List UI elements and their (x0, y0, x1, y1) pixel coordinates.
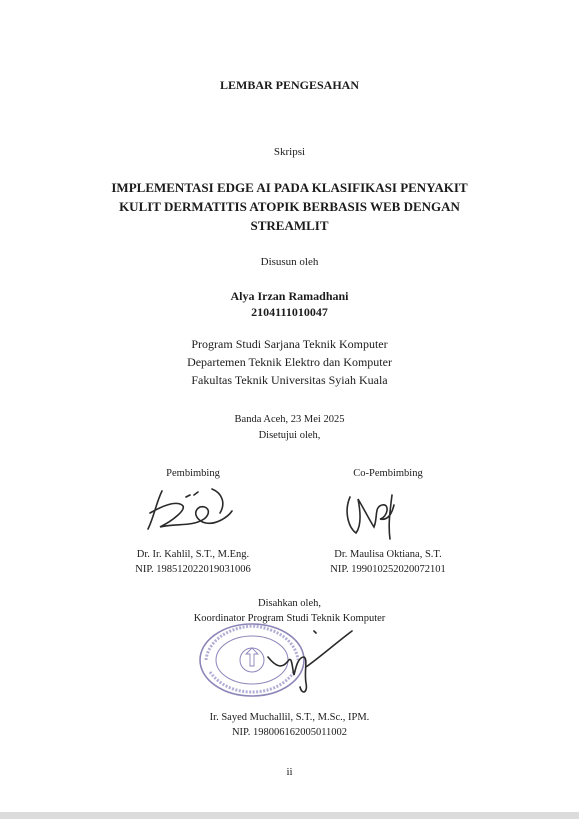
author-id: 2104111010047 (251, 305, 328, 319)
co-supervisor-name: Dr. Maulisa Oktiana, S.T. (334, 549, 442, 560)
approved-by-label: Disetujui oleh, (258, 430, 321, 441)
coordinator-nip: NIP. 198006162005011002 (231, 727, 348, 738)
thesis-title-line-3: STREAMLIT (250, 218, 329, 233)
institution-line-1: Program Studi Sarjana Teknik Komputer (191, 337, 388, 351)
authored-by-label: Disusun oleh (260, 256, 319, 268)
co-supervisor-nip: NIP. 199010252020072101 (330, 564, 446, 575)
co-supervisor-signature (340, 487, 410, 543)
thesis-title-line-1: IMPLEMENTASI EDGE AI PADA KLASIFIKASI PENYAKIT (111, 180, 468, 195)
scan-bottom-edge (0, 812, 579, 819)
coordinator-role: Koordinator Program Studi Teknik Komputer (193, 613, 386, 624)
co-supervisor-role: Co-Pembimbing (353, 468, 423, 479)
page-number: ii (286, 766, 293, 778)
coordinator-name: Ir. Sayed Muchallil, S.T., M.Sc., IPM. (209, 712, 370, 723)
institution-line-2: Departemen Teknik Elektro dan Komputer (187, 355, 392, 369)
author-name: Alya Irzan Ramadhani (230, 289, 349, 303)
ratified-by-label: Disahkan oleh, (258, 598, 321, 609)
supervisor-role: Pembimbing (166, 468, 220, 479)
supervisor-signature (142, 483, 238, 539)
page-heading: LEMBAR PENGESAHAN (219, 78, 359, 92)
place-date: Banda Aceh, 23 Mei 2025 (234, 414, 345, 425)
institution-line-3: Fakultas Teknik Universitas Syiah Kuala (191, 373, 388, 387)
thesis-title-line-2: KULIT DERMATITIS ATOPIK BERBASIS WEB DENGAN (119, 199, 460, 214)
supervisor-name: Dr. Ir. Kahlil, S.T., M.Eng. (136, 549, 250, 560)
coordinator-signature (262, 627, 358, 697)
supervisor-nip: NIP. 198512022019031006 (135, 564, 251, 575)
document-type: Skripsi (273, 146, 306, 158)
